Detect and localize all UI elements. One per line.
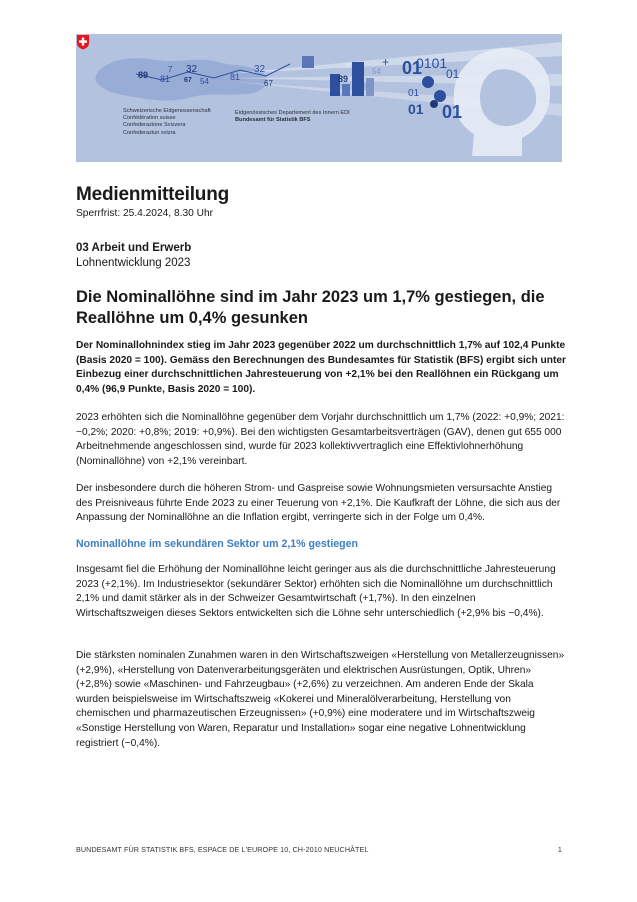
footer-address: BUNDESAMT FÜR STATISTIK BFS, ESPACE DE L'EUROPE 10, CH-2010 NEUCHÂTEL xyxy=(76,845,369,854)
header-banner xyxy=(76,34,562,162)
svg-text:01: 01 xyxy=(446,67,460,81)
department-block xyxy=(235,110,350,124)
banner-number: 54 xyxy=(200,77,209,86)
svg-text:+: + xyxy=(382,55,390,69)
banner-number: 7 xyxy=(168,65,173,74)
body-paragraph: Insgesamt fiel die Erhöhung der Nominallöhne leicht geringer aus als die durchschnittliche Jahresteuerung 2023 (+2,1%). Im Industriesektor (sekundärer Sektor) erhöhten sich die Nominallöhne um durchschnittlich 2,1% und damit stärker als in der Schweizer Gesamtwirtschaft (+1,7%). In den einzelnen Wirtschaftszweigen dieses Sektors entwickelten sich die Löhne sehr unterschiedlich (+2,9% bis −0,4%). xyxy=(76,564,556,619)
banner-number: 89 xyxy=(138,70,149,80)
page-title: Die Nominallöhne sind im Jahr 2023 um 1,7% gestiegen, die Reallöhne um 0,4% gesunken xyxy=(76,288,545,327)
banner-number: 59 xyxy=(364,83,373,92)
switzerland-map-shape xyxy=(95,58,267,100)
banner-number: 30 xyxy=(344,63,352,70)
banner-number: 01 xyxy=(402,58,423,78)
confederation-line: Schweizerische Eidgenossenschaft xyxy=(123,108,211,114)
banner-number: 67 xyxy=(264,79,273,88)
embargo-date: Sperrfrist: 25.4.2024, 8.30 Uhr xyxy=(76,208,214,219)
department-name: Eidgenössisches Departement des Innern EDI xyxy=(235,110,350,116)
confederation-line: Confédération suisse xyxy=(123,115,176,122)
body-paragraph: Der insbesondere durch die höheren Strom- und Gaspreise sowie Wohnungsmieten versursachte Anstieg des Preisniveaus führte Ende 2023 zu einer Teuerung von +2,1%. Die Kaufkraft der Löhne, die sich aus der Anpassung der Nominallöhne an die Inflation ergibt, verringerte sich in der Folge um 0,4%. xyxy=(76,483,561,524)
svg-text:01: 01 xyxy=(442,102,463,122)
body-paragraph: Die stärksten nominalen Zunahmen waren in den Wirtschaftszweigen «Herstellung von Metallerzeugnissen» (+2,9%), «Herstellung von Datenverarbeitungsgeräten und elektrischen Ausrüstungen, Optik, Uhren» (+2,8%) sowie «Maschinen- und Fahrzeugbau» (+2,6%) zu verzeichnen. Am anderen Ende der Skala wurden beispielsweise im Wirtschaftszweig «Kokerei und Mineralölverarbeitung, Herstellung von chemischen und pharmazeutischen Erzeugnissen» (+0,9%) eine moderatere und im Wirtschaftszweig «Sonstige Herstellung von Waren, Reparatur und Installation» sogar eine negative Lohnentwicklung registriert (−0,4%). xyxy=(76,650,565,749)
section-subheading: Nominallöhne im sekundären Sektor um 2,1% gestiegen xyxy=(76,538,358,550)
confederation-line: Confederaziun svizra xyxy=(123,129,176,136)
banner-number: 81 xyxy=(230,72,241,82)
banner-number: 01 xyxy=(408,101,424,117)
banner-number: 54 xyxy=(372,67,381,76)
banner-graphic xyxy=(76,34,562,162)
banner-number: 32 xyxy=(254,64,266,75)
page-number: 1 xyxy=(557,845,562,854)
banner-number: 67 xyxy=(184,77,192,84)
swiss-coat-of-arms-icon xyxy=(76,34,90,50)
body-paragraph: 2023 erhöhten sich die Nominallöhne gegenüber dem Vorjahr durchschnittlich um 1,7% (2022: +0,9%; 2021: −0,2%; 2020: +0,8%; 2019: +0,9%). Bei den wichtigsten Gesamtarbeitsverträgen (GAV), denen gut 655 000 Arbeitnehmende angeschlossen sind, wurde für 2023 kollektivvertraglich eine Effektivlohnerhöhung (Nominallöhne) von +2,1% vereinbart. xyxy=(76,412,565,467)
subject-label: Lohnentwicklung 2023 xyxy=(76,257,191,269)
banner-number: 89 xyxy=(338,74,349,84)
page-footer xyxy=(76,845,562,854)
confederation-names xyxy=(123,108,211,137)
section-label: 03 Arbeit und Erwerb xyxy=(76,242,192,254)
office-name: Bundesamt für Statistik BFS xyxy=(235,117,311,124)
lead-paragraph: Der Nominallohnindex stieg im Jahr 2023 gegenüber 2022 um durchschnittlich 1,7% auf 102,4 Punkte (Basis 2020 = 100). Gemäss den Berechnungen des Bundesamtes für Statistik (BFS) ergibt sich unter Einbezug einer durchschnittlichen Jahresteuerung von +2,1% bei den Reallöhnen ein Rückgang um 0,4% (96,9 Punkte, Basis 2020 = 100). xyxy=(76,340,566,395)
document-type: Medienmitteilung xyxy=(76,184,230,205)
banner-number: 32 xyxy=(186,64,198,75)
banner-number: 0101 xyxy=(416,55,448,71)
confederation-line: Confederazione Svizzera xyxy=(123,122,186,129)
banner-number: 81 xyxy=(160,74,171,84)
svg-text:01: 01 xyxy=(408,88,420,99)
